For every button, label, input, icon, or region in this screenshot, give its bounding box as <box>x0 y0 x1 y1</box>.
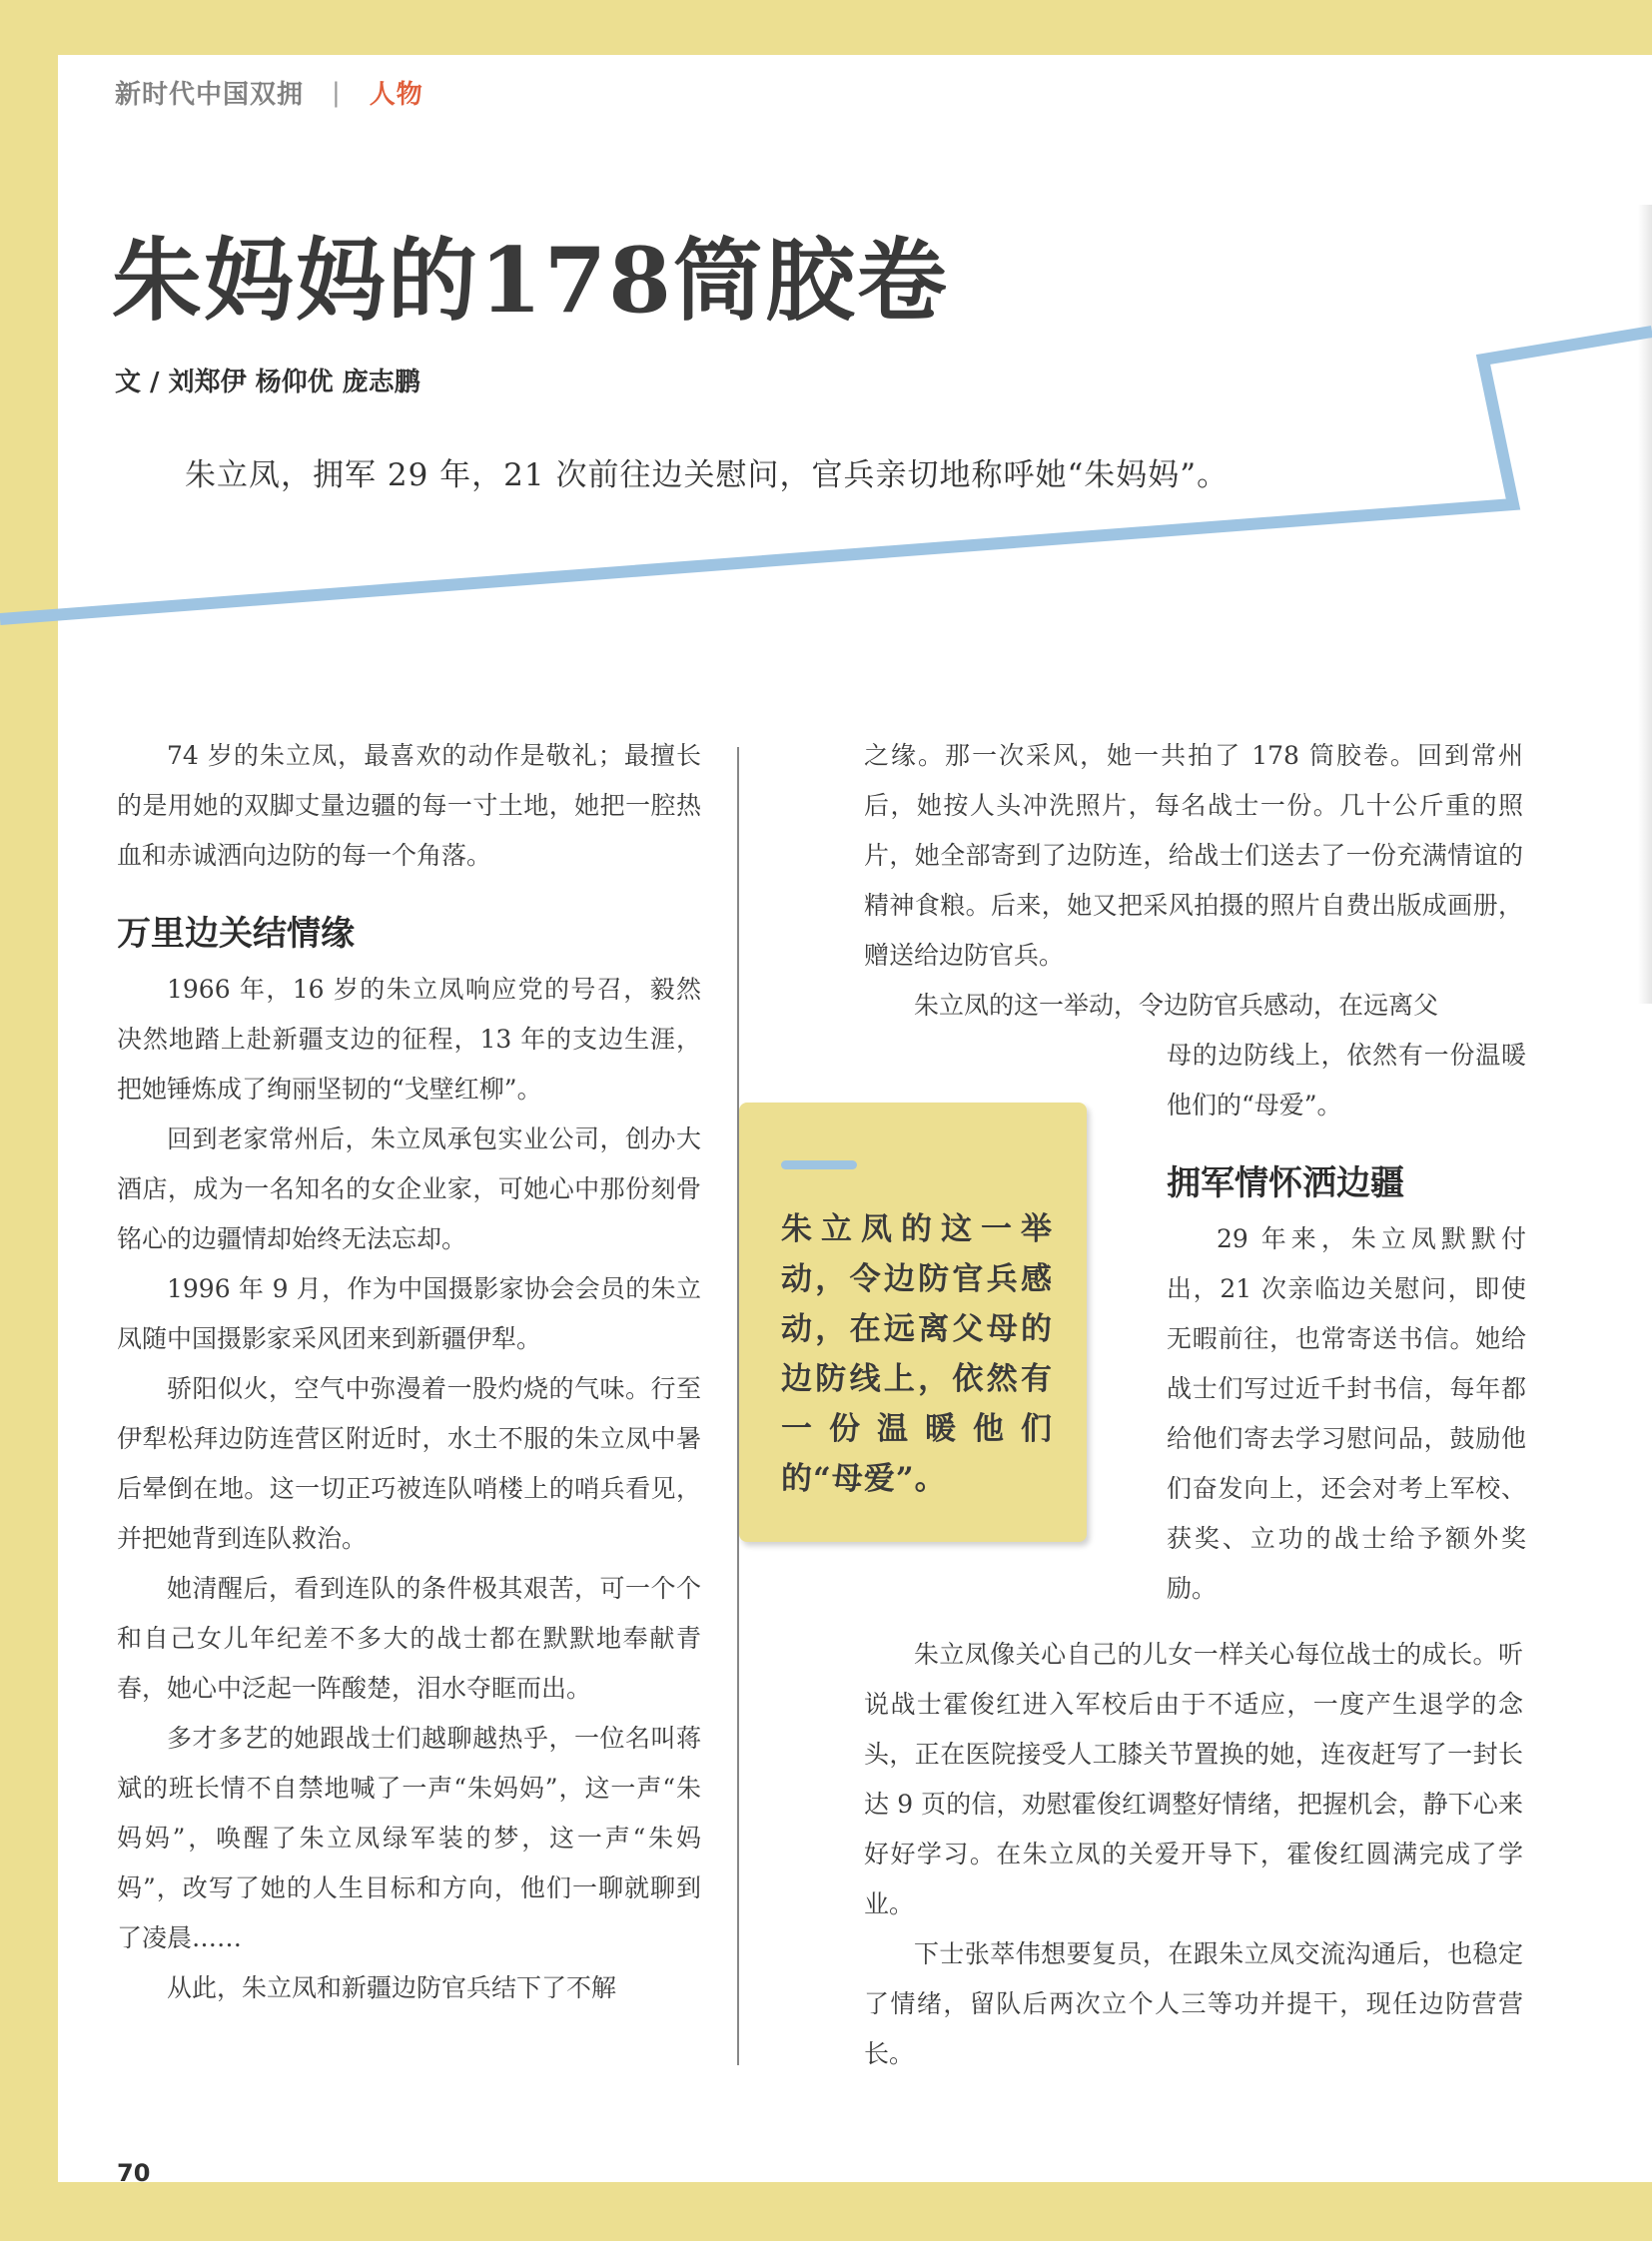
page-number: 70 <box>117 2159 151 2187</box>
intro-paragraph: 74 岁的朱立凤，最喜欢的动作是敬礼；最擅长的是用她的双脚丈量边疆的每一寸土地，她把一腔热血和赤诚洒向边防的每一个角落。 <box>117 741 701 870</box>
body-paragraph: 朱立凤像关心自己的儿女一样关心每位战士的成长。听说战士霍俊红进入军校后由于不适应，一度产生退学的念头，正在医院接受人工膝关节置换的她，连夜赶写了一封长达 9 页的信，劝慰霍俊红调整好情绪，把握机会，静下心来好好学习。在朱立凤的关爱开导下，霍俊红圆满完成了学业。 <box>864 1640 1523 1918</box>
section-heading-1: 万里边关结情缘 <box>117 914 355 954</box>
right-column-bottom <box>864 1630 1523 2079</box>
body-paragraph: 多才多艺的她跟战士们越聊越热乎，一位名叫蒋斌的班长情不自禁地喊了一声“朱妈妈”，这一声“朱妈妈”，唤醒了朱立凤绿军装的梦，这一声“朱妈妈”，改写了她的人生目标和方向，他们一聊就聊到了凌晨…… <box>117 1724 701 1952</box>
article-title: 朱妈妈的178筒胶卷 <box>112 228 949 334</box>
body-paragraph: 朱立凤的这一举动，令边防官兵感动，在远离父 <box>914 991 1439 1020</box>
body-paragraph: 她清醒后，看到连队的条件极其艰苦，可一个个和自己女儿年纪差不多大的战士都在默默地奉献青春，她心中泛起一阵酸楚，泪水夺眶而出。 <box>117 1574 701 1703</box>
section-heading-2: 拥军情怀洒边疆 <box>1167 1163 1404 1203</box>
article-deck: 朱立凤，拥军 29 年，21 次前往边关慰问，官兵亲切地称呼她“朱妈妈”。 <box>185 457 1230 493</box>
left-column <box>117 731 701 2013</box>
body-paragraph: 骄阳似火，空气中弥漫着一股灼烧的气味。行至伊犁松拜边防连营区附近时，水土不服的朱立凤中暑后晕倒在地。这一切正巧被连队哨楼上的哨兵看见，并把她背到连队救治。 <box>117 1374 701 1553</box>
section-name: 新时代中国双拥 <box>115 80 305 110</box>
pull-quote-text: 朱立凤的这一举动，令边防官兵感动，在远离父母的边防线上，依然有一份温暖他们的“母爱”。 <box>781 1211 1053 1497</box>
body-paragraph: 回到老家常州后，朱立凤承包实业公司，创办大酒店，成为一名知名的女企业家，可她心中那份刻骨铭心的边疆情却始终无法忘却。 <box>117 1124 701 1253</box>
pull-quote-box <box>739 1103 1087 1542</box>
body-paragraph: 下士张萃伟想要复员，在跟朱立凤交流沟通后，也稳定了情绪，留队后两次立个人三等功并提干，现任边防营营长。 <box>864 1939 1523 2068</box>
category-label: 人物 <box>369 80 423 110</box>
header-separator: | <box>332 77 342 108</box>
body-paragraph: 之缘。那一次采风，她一共拍了 178 筒胶卷。回到常州后，她按人头冲洗照片，每名战士一份。几十公斤重的照片，她全部寄到了边防连，给战士们送去了一份充满情谊的精神食粮。后来，她又把采风拍摄的照片自费出版成画册，赠送给边防官兵。 <box>864 741 1523 970</box>
byline: 文 / 刘郑伊 杨仰优 庞志鹏 <box>115 368 420 397</box>
body-paragraph: 1966 年，16 岁的朱立凤响应党的号召，毅然决然地踏上赴新疆支边的征程，13 年的支边生涯，把她锤炼成了绚丽坚韧的“戈壁红柳”。 <box>117 975 701 1104</box>
pull-quote-accent-bar <box>781 1160 857 1169</box>
bottom-band <box>0 2182 1652 2241</box>
decorative-zigzag-line <box>0 0 1652 639</box>
right-column-top <box>864 731 1523 1031</box>
body-paragraph: 29 年来，朱立凤默默付出，21 次亲临边关慰问，即使无暇前往，也常寄送书信。她给战士们写过近千封书信，每年都给他们寄去学习慰问品，鼓励他们奋发向上，还会对考上军校、获奖、立功的战士给予额外奖励。 <box>1167 1224 1526 1603</box>
body-paragraph: 从此，朱立凤和新疆边防官兵结下了不解 <box>167 1973 617 2002</box>
right-column-wrap <box>1167 1031 1526 1614</box>
body-paragraph-continued: 母的边防线上，依然有一份温暖他们的“母爱”。 <box>1167 1041 1526 1120</box>
body-paragraph: 1996 年 9 月，作为中国摄影家协会会员的朱立凤随中国摄影家采风团来到新疆伊犁。 <box>117 1274 701 1353</box>
